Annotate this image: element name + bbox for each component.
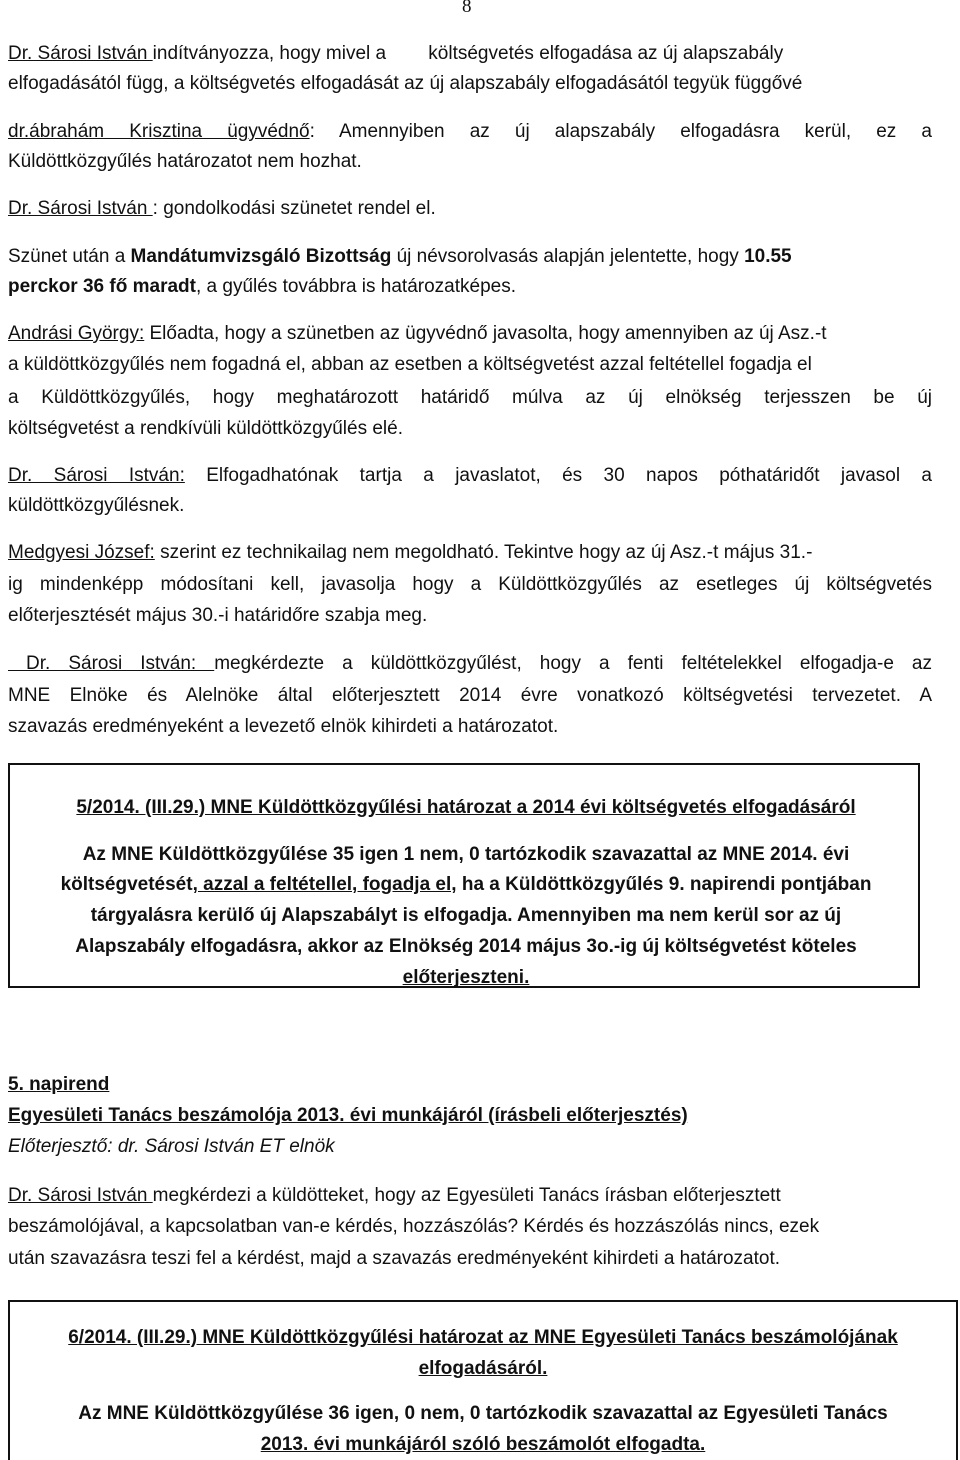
paragraph-line — [8, 197, 932, 221]
paragraph-line: a küldöttközgyűlés nem fogadná el, abban az esetben a költségvetést azzal feltétellel fogadja el — [8, 354, 812, 375]
agenda-number: 5. napirend — [8, 1074, 110, 1095]
paragraph-line — [8, 541, 932, 565]
resolution-title: 5/2014. (III.29.) MNE Küldöttközgyűlési határozat a 2014 évi költségvetés elfogadásáról — [76, 797, 856, 818]
speaker-name: Andrási György: — [8, 323, 145, 344]
resolution-title: elfogadásáról. — [418, 1358, 548, 1379]
paragraph-text: : gondolkodási szünetet rendel el. — [152, 198, 436, 219]
paragraph-text: , a gyűlés továbbra is határozatképes. — [195, 276, 516, 297]
resolution-text: tárgyalásra kerülő új Alapszabályt is elfogadja. Amennyiben ma nem kerül sor az új — [90, 905, 842, 926]
paragraph-text: megkérdezi a küldötteket, hogy az Egyesületi Tanács írásban előterjesztett — [152, 1185, 781, 1206]
paragraph-line — [8, 120, 932, 144]
resolution-text: előterjeszteni. — [402, 967, 530, 988]
paragraph-text: megkérdezte a küldöttközgyűlést, hogy a fenti feltételekkel elfogadja-e az — [214, 653, 932, 674]
resolution-text-part: költségvetését — [60, 874, 193, 895]
resolution-text: Alapszabály elfogadásra, akkor az Elnökség 2014 május 3o.-ig új költségvetést köteles — [75, 936, 857, 957]
paragraph-text: új névsorolvasás alapján jelentette, hogy — [391, 246, 745, 267]
paragraph-line — [8, 322, 932, 346]
resolution-text: Az MNE Küldöttközgyűlése 35 igen 1 nem, 0 tartózkodik szavazattal az MNE 2014. évi — [82, 844, 850, 865]
agenda-presenter: Előterjesztő: dr. Sárosi István ET elnök — [8, 1136, 335, 1157]
resolution-text: Az MNE Küldöttközgyűlése 36 igen, 0 nem, 0 tartózkodik szavazattal az Egyesületi Tanács — [78, 1403, 888, 1424]
speaker-name: Dr. Sárosi István: — [8, 465, 185, 486]
paragraph-line: küldöttközgyűlésnek. — [8, 495, 185, 516]
paragraph-line: költségvetést a rendkívüli küldöttközgyűlés elé. — [8, 418, 403, 439]
paragraph-line: ig mindenképp módosítani kell, javasolja hogy a Küldöttközgyűlés az esetleges új költségvetés — [8, 574, 932, 595]
resolution-box — [8, 763, 920, 988]
speaker-name: Dr. Sárosi István — [8, 43, 153, 64]
speaker-name: Dr. Sárosi István — [8, 198, 153, 219]
resolution-title: 6/2014. (III.29.) MNE Küldöttközgyűlési határozat az MNE Egyesületi Tanács beszámolójának — [68, 1327, 898, 1348]
agenda-title: Egyesületi Tanács beszámolója 2013. évi munkájáról (írásbeli előterjesztés) — [8, 1105, 688, 1126]
paragraph-line — [8, 245, 932, 269]
time-value: 10.55 — [744, 246, 792, 267]
paragraph-text: Elfogadhatónak tartja a javaslatot, és 30 napos póthatáridőt javasol a — [184, 465, 932, 486]
paragraph-text: : Amennyiben az új alapszabály elfogadásra kerül, ez a — [309, 121, 932, 142]
paragraph-line: Küldöttközgyűlés határozatot nem hozhat. — [8, 151, 362, 172]
paragraph-line — [8, 464, 932, 488]
resolution-text — [22, 873, 910, 897]
speaker-name: dr.ábrahám Krisztina ügyvédnő — [8, 121, 310, 142]
speaker-name: Medgyesi József: — [8, 542, 155, 563]
paragraph-line: beszámolójával, a kapcsolatban van-e kérdés, hozzászólás? Kérdés és hozzászólás nincs, ezek — [8, 1216, 820, 1237]
committee-name: Mandátumvizsgáló Bizottság — [130, 246, 392, 267]
resolution-text-part: ha a Küldöttközgyűlés 9. napirendi pontjában — [456, 874, 872, 895]
paragraph-line: szavazás eredményeként a levezető elnök kihirdeti a határozatot. — [8, 716, 559, 737]
paragraph-line — [8, 275, 932, 299]
paragraph-text: Előadta, hogy a szünetben az ügyvédnő javasolta, hogy amennyiben az új Asz.-t — [144, 323, 827, 344]
paragraph-line: a Küldöttközgyűlés, hogy meghatározott határidő múlva az új elnökség terjesszen be új — [8, 387, 932, 408]
paragraph-line — [8, 42, 932, 66]
paragraph-line — [8, 1184, 932, 1208]
paragraph-line: MNE Elnöke és Alelnöke által előterjesztett 2014 évre vonatkozó költségvetési tervezetet. A — [8, 685, 932, 706]
page-number: 8 — [462, 0, 472, 17]
paragraph-text: Szünet után a — [8, 246, 131, 267]
paragraph-line: elfogadásától függ, a költségvetés elfogadását az új alapszabály elfogadásától tegyük függővé — [8, 73, 803, 94]
resolution-condition: , azzal a feltétellel, fogadja el, — [192, 874, 457, 895]
speaker-name: Dr. Sárosi István: — [8, 653, 215, 674]
paragraph-line — [8, 652, 932, 676]
paragraph-text: szerint ez technikailag nem megoldható. Tekintve hogy az új Asz.-t május 31.- — [154, 542, 813, 563]
paragraph-line: után szavazásra teszi fel a kérdést, majd a szavazás eredményeként kihirdeti a határozatot. — [8, 1248, 781, 1269]
paragraph-text: indítványozza, hogy mivel a költségvetés elfogadása az új alapszabály — [152, 43, 784, 64]
resolution-text: 2013. évi munkájáról szóló beszámolót elfogadta. — [260, 1434, 706, 1455]
resolution-box — [8, 1300, 958, 1460]
attendance-count: perckor 36 fő maradt — [8, 276, 196, 297]
speaker-name: Dr. Sárosi István — [8, 1185, 153, 1206]
paragraph-line: előterjesztését május 30.-i határidőre szabja meg. — [8, 605, 428, 626]
